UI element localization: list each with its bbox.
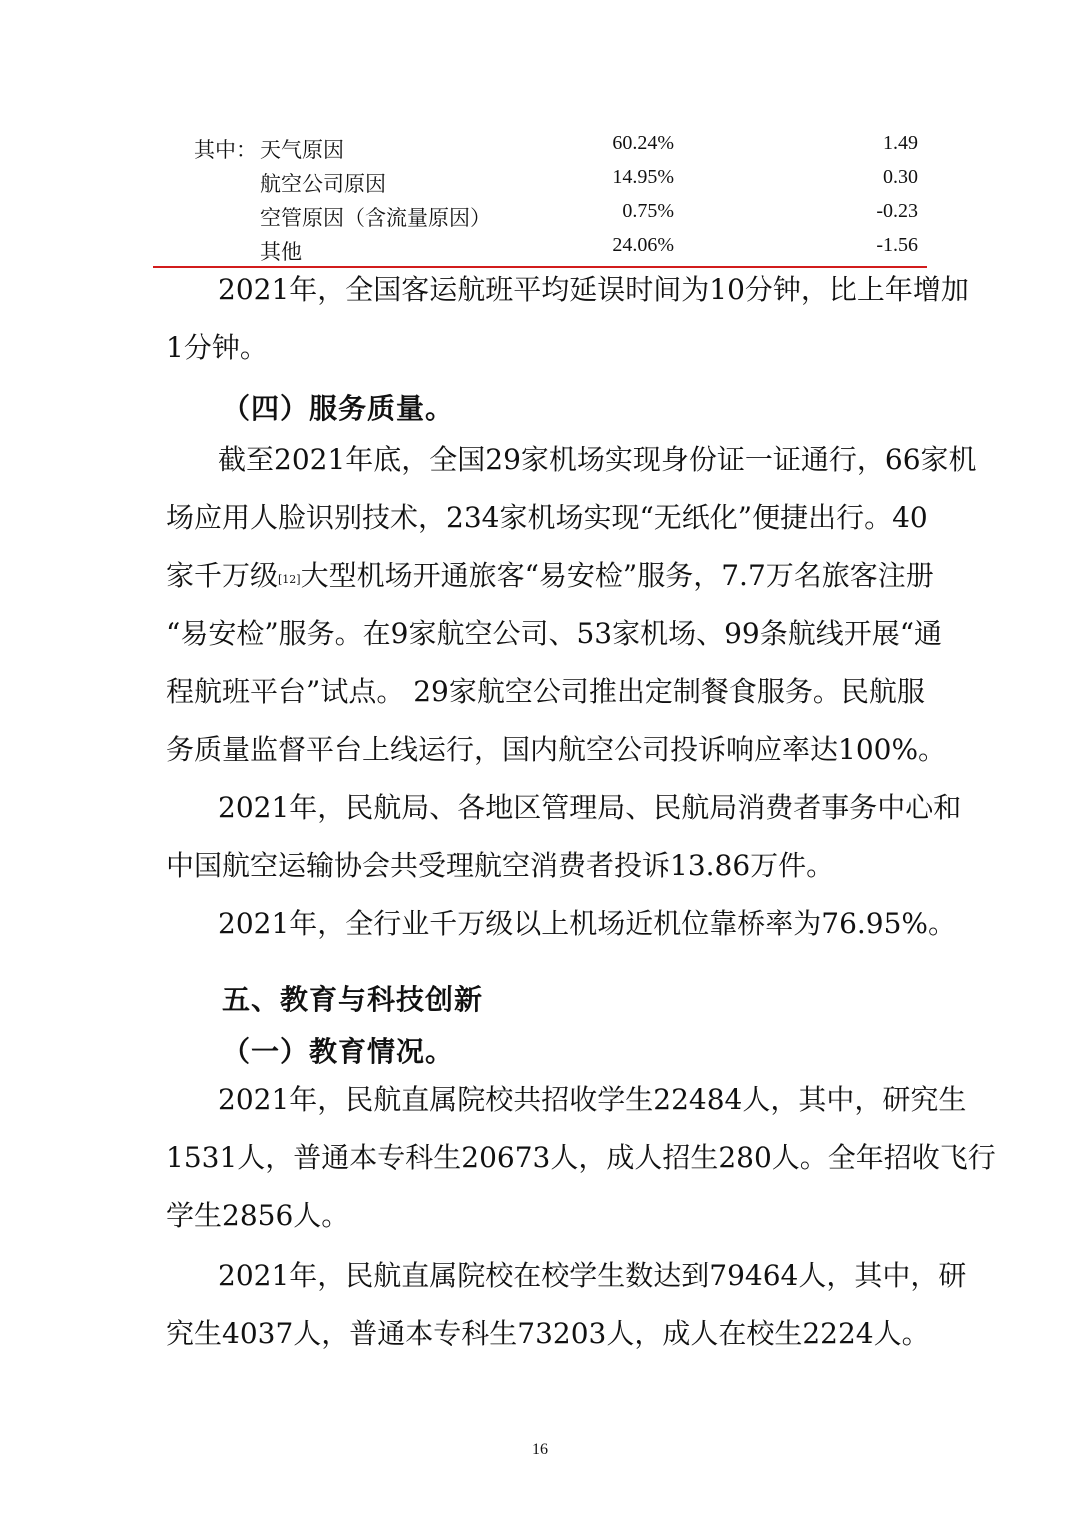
table-row-percent: 14.95% <box>612 166 674 188</box>
table-row-label: 空管原因（含流量原因） <box>260 206 491 230</box>
table-row-value: -1.56 <box>876 234 918 256</box>
table-row-percent: 0.75% <box>622 200 674 222</box>
table-row-label: 天气原因 <box>260 138 344 162</box>
line-text: 大型机场开通旅客“易安检”服务，7.7万名旅客注册 <box>300 559 934 592</box>
paragraph-line: 场应用人脸识别技术，234家机场实现“无纸化”便捷出行。40 <box>166 501 928 534</box>
table-row-label: 其他 <box>260 240 302 264</box>
paragraph-line: 2021年，民航局、各地区管理局、民航局消费者事务中心和 <box>218 791 962 824</box>
paragraph-line: 1分钟。 <box>166 331 268 364</box>
page-number: 16 <box>532 1441 548 1458</box>
paragraph-line: “易安检”服务。在9家航空公司、53家机场、99条航线开展“通 <box>166 617 943 650</box>
line-text: 家千万级 <box>166 559 279 592</box>
table-row-percent: 60.24% <box>612 132 674 154</box>
table-row <box>160 232 920 266</box>
paragraph-line: 1531人，普通本专科生20673人，成人招生280人。全年招收飞行 <box>166 1141 996 1174</box>
table-prefix: 其中： <box>194 138 257 162</box>
table-row <box>160 198 920 232</box>
paragraph-line: 2021年，民航直属院校在校学生数达到79464人，其中，研 <box>218 1259 967 1292</box>
section-heading: （一）教育情况。 <box>222 1035 455 1068</box>
table-row-percent: 24.06% <box>612 234 674 256</box>
chapter-heading: 五、教育与科技创新 <box>222 983 484 1016</box>
table-row <box>160 130 920 164</box>
section-heading: （四）服务质量。 <box>222 392 455 425</box>
paragraph-line: 2021年，全国客运航班平均延误时间为10分钟，比上年增加 <box>218 273 969 306</box>
paragraph-line: 中国航空运输协会共受理航空消费者投诉13.86万件。 <box>166 849 835 882</box>
paragraph-line: 2021年，民航直属院校共招收学生22484人，其中，研究生 <box>218 1083 967 1116</box>
footnote-marker: [12] <box>278 573 301 586</box>
paragraph-line: 2021年，全行业千万级以上机场近机位靠桥率为76.95%。 <box>218 907 957 940</box>
paragraph-line: 务质量监督平台上线运行，国内航空公司投诉响应率达100%。 <box>166 733 947 766</box>
table-row-value: 1.49 <box>883 132 918 154</box>
table-bottom-rule <box>153 266 927 268</box>
table-row-label: 航空公司原因 <box>260 172 386 196</box>
paragraph-line: 截至2021年底，全国29家机场实现身份证一证通行，66家机 <box>218 443 977 476</box>
paragraph-line: 学生2856人。 <box>166 1199 350 1232</box>
paragraph-line: 程航班平台”试点。 29家航空公司推出定制餐食服务。民航服 <box>166 675 925 708</box>
table-row-value: -0.23 <box>876 200 918 222</box>
table-row-value: 0.30 <box>883 166 918 188</box>
table-row <box>160 164 920 198</box>
paragraph-line: 究生4037人，普通本专科生73203人，成人在校生2224人。 <box>166 1317 930 1350</box>
paragraph-line <box>166 556 934 596</box>
